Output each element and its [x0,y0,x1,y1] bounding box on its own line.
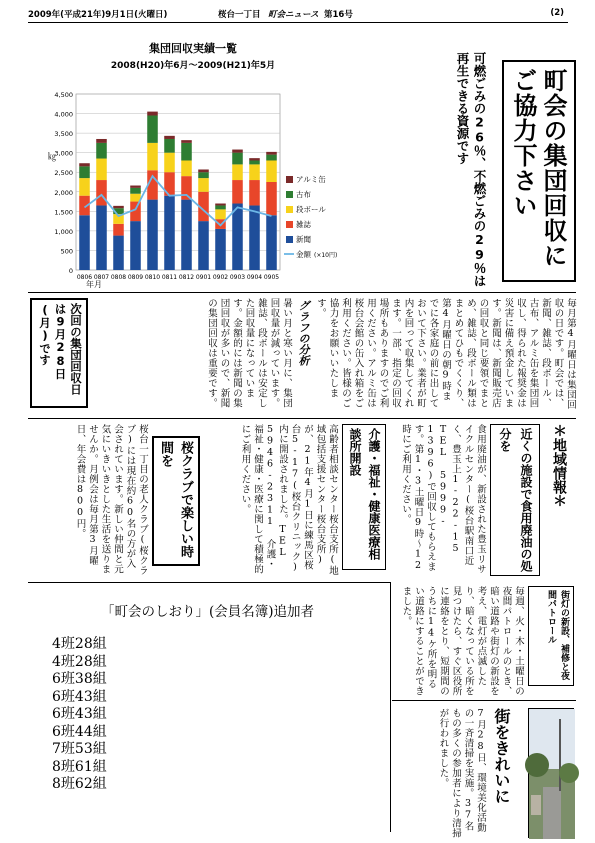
bar-0901 [198,172,209,178]
x-tick-label: 0901 [195,274,212,281]
bar-0807 [96,159,107,181]
bar-0903 [232,180,243,203]
divider-row4 [28,582,390,583]
shiori-member-list [52,636,252,794]
bar-0905 [266,182,277,215]
shiori-title: 「町会のしおり」(会員名簿)追加者 [100,604,315,620]
bar-0810 [147,116,158,143]
bar-0902 [215,229,226,270]
legend-swatch [286,236,293,243]
y-tick-label: 1,500 [54,208,73,217]
member-item: 4班28組 [52,653,107,670]
bar-0904 [249,160,260,164]
y-tick-label: 0 [68,267,73,275]
member-item: 6班38組 [52,671,107,687]
y-tick-label: 500 [60,247,73,256]
headline-main-sub1: 可燃ごみの26％、不燃ごみの29％は [472,52,487,287]
headline-main-box [502,60,576,282]
bar-0806 [79,166,90,178]
bar-0812 [181,143,192,161]
club-title: 桜クラブで楽しい時間を [158,441,193,558]
bar-0808 [113,206,124,208]
y-tick-label: 2,500 [54,169,73,178]
member-item: 6班43組 [52,688,107,705]
y-tick-label: 4,000 [54,110,73,119]
article-main: 毎月第4月曜日は集団回収の日です。町会では、新聞、雑誌、段ボール、古布、アルミ缶を集団回収し、得られた報奨金は災害に備え預金しています。新聞は、新聞販売店の回収と同じ要領でまとめ、雑誌、段ボール類はまとめてひもでくくり、第4月曜日の朝9時までに各家庭の前に出しておいて下さい。業者が町内を回って収集してくれます。一部、指定の回収場所もありますのでご利用ください。アルミ缶は桜台会館の缶入れ箱をご利用ください。皆様のご協力をお願いいたします。 [315,298,576,410]
legend-line-label: 金額 [296,250,311,259]
bar-0811 [164,153,175,173]
chart-xlabel: 年月 [86,280,102,289]
y-tick-label: 4,500 [54,91,73,99]
regional-text: 食用廃油が、新設された豊玉リサイクルセンター(桜台駅南口近く、豊玉上1-22-15 TEL 5999-1396)で回収してもらえます。第1・3土曜日9時～12時にご利用ください。 [400,424,486,574]
bar-0905 [266,215,277,270]
bar-0904 [249,180,260,205]
bar-0903 [232,164,243,180]
bar-0810 [147,143,158,170]
bar-0811 [164,136,175,139]
legend-swatch [286,191,293,198]
divider-vertical-lower [390,582,391,832]
street-photo-image [529,709,575,839]
bar-0807 [96,143,107,159]
x-tick-label: 0808 [110,274,127,281]
next-collection-text: 次回の集団回収日は9月28日(月)です [38,303,83,395]
bar-0809 [130,221,141,270]
bar-0810 [147,200,158,270]
streetlight-text: 毎週、火・木・土曜日の夜間パトロールのとき、暗い道路や街灯の新設を考え、電灯が点滅したり、暗くなっている所を見つけたら、すぐ区役所に連絡をとり、短期間のうちに14ケ所を明るい道路にすることができました。 [400,586,524,696]
care-title: 介護・福祉・健康医療相談所開設 [348,428,381,560]
header-issue: 第16号 [324,10,353,20]
x-tick-label: 0807 [93,274,110,281]
bar-0811 [164,139,175,153]
header-date: 2009年(平成21年)9月1日(火曜日) [28,10,168,20]
analysis-title: グラフの分析 [297,300,310,366]
regional-title: ＊地域情報＊ [551,424,567,508]
bar-0904 [249,158,260,160]
club-text: 桜台一丁目の老人クラブ(桜クラブ)には現在約60名の方が入会されています。新しい仲間と元気にいきいきとした生活を送りませんか。月例会は毎月第3月曜日、年会費は800円。 [74,424,148,576]
bar-0905 [266,160,277,182]
member-item: 4班28組 [52,636,107,652]
x-tick-label: 0810 [144,274,161,281]
streetlight-title: 街灯の新設、補修と夜間パトロール [546,590,569,680]
page-header [28,6,568,23]
regional-subtitle-box [490,424,540,576]
x-tick-label: 0904 [246,274,263,281]
bar-0905 [266,155,277,161]
legend-line-note: (×10円) [314,252,338,259]
bar-0902 [215,204,226,206]
bar-0812 [181,160,192,176]
bar-0808 [113,236,124,270]
bar-0806 [79,215,90,270]
bar-0806 [79,163,90,166]
next-collection-box [30,298,88,408]
bar-0902 [215,205,226,209]
care-text: 高齢者相談センター桜台支所(地域包括支援センター桜台支所)が、21年4月1日に練馬区桜台5-17(桜台クリニック)内に開設されました。TEL 5946-2311 介護・福祉・健康・医療に関して積極的にご利用ください。 [239,424,338,576]
header-org: 桜台一丁目 [218,10,261,20]
bar-0810 [147,112,158,116]
cleanup-text: 7月28日、環境美化活動の一斉清掃を実施。37名もの多くの参加者により清掃が行われました。 [437,708,486,838]
bar-0809 [130,188,141,194]
bar-0812 [181,200,192,270]
headline-main-title: 町会の集団回収にご協力下さい [509,68,567,268]
legend-label: 新聞 [296,235,311,244]
header-paper: 町会ニュース [268,10,319,20]
chart-title: 集団回収実績一覧 [149,42,237,55]
member-item: 6班44組 [52,723,107,740]
bar-0901 [198,178,209,192]
club-title-box [152,436,200,566]
header-page: (2) [550,8,564,18]
legend-label: 段ボール [296,205,326,214]
divider-row2 [28,292,576,293]
legend-swatch [286,206,293,213]
bar-0809 [130,186,141,188]
bar-0903 [232,153,243,165]
legend-swatch [286,221,293,228]
recycling-chart [28,74,358,288]
legend-label: 雑誌 [296,220,311,229]
bar-0903 [232,204,243,270]
bar-0812 [181,140,192,143]
member-item: 8班61組 [52,758,107,775]
bar-0902 [215,209,226,219]
cleanup-title: 街をきれいに [492,708,511,804]
x-tick-label: 0812 [178,274,195,281]
divider-row3 [28,418,576,419]
x-tick-label: 0903 [229,274,246,281]
x-tick-label: 0806 [76,274,93,281]
bar-0903 [232,150,243,153]
legend-label: 古布 [296,190,311,199]
x-tick-label: 0905 [263,274,280,281]
legend-label: アルミ缶 [296,175,326,184]
x-tick-label: 0811 [161,274,178,281]
bar-0904 [249,164,260,180]
divider-cleanup [392,700,576,701]
chart-ylabel: ㎏ [48,152,56,161]
bar-0905 [266,152,277,155]
y-tick-label: 1,000 [54,227,73,236]
bar-0808 [113,224,124,236]
care-title-box [342,424,386,570]
bar-0811 [164,196,175,270]
bar-0807 [96,139,107,143]
x-tick-label: 0902 [212,274,229,281]
bar-0806 [79,178,90,196]
member-item: 8班62組 [52,776,107,792]
bar-0904 [249,205,260,270]
headline-main-sub2: 再生できる資源です [455,52,470,165]
bar-0807 [96,180,107,205]
chart-panel [28,38,358,288]
x-tick-label: 0809 [127,274,144,281]
regional-subtitle: 近くの施設で食用廃油の処分を [498,428,533,572]
member-item: 6班43組 [52,706,107,722]
chart-legend [284,174,337,259]
y-tick-label: 2,000 [54,188,73,197]
member-item: 7班53組 [52,741,107,757]
cleanup-photo [528,708,574,838]
bar-0807 [96,205,107,270]
chart-subtitle: 2008(H20)年6月～2009(H21)年5月 [110,61,276,71]
legend-swatch [286,176,293,183]
y-tick-label: 3,000 [54,149,73,158]
analysis-text: 暑い月と寒い月に、集団回収量が減っています。雑誌、段ボールは安定した回収量になっています。金額的には新聞の集団回収が多いので、新聞の集団回収は重要です。 [206,298,292,408]
bar-0901 [198,221,209,270]
y-tick-label: 3,500 [54,130,73,139]
streetlight-title-box [528,586,574,686]
bar-0901 [198,169,209,172]
